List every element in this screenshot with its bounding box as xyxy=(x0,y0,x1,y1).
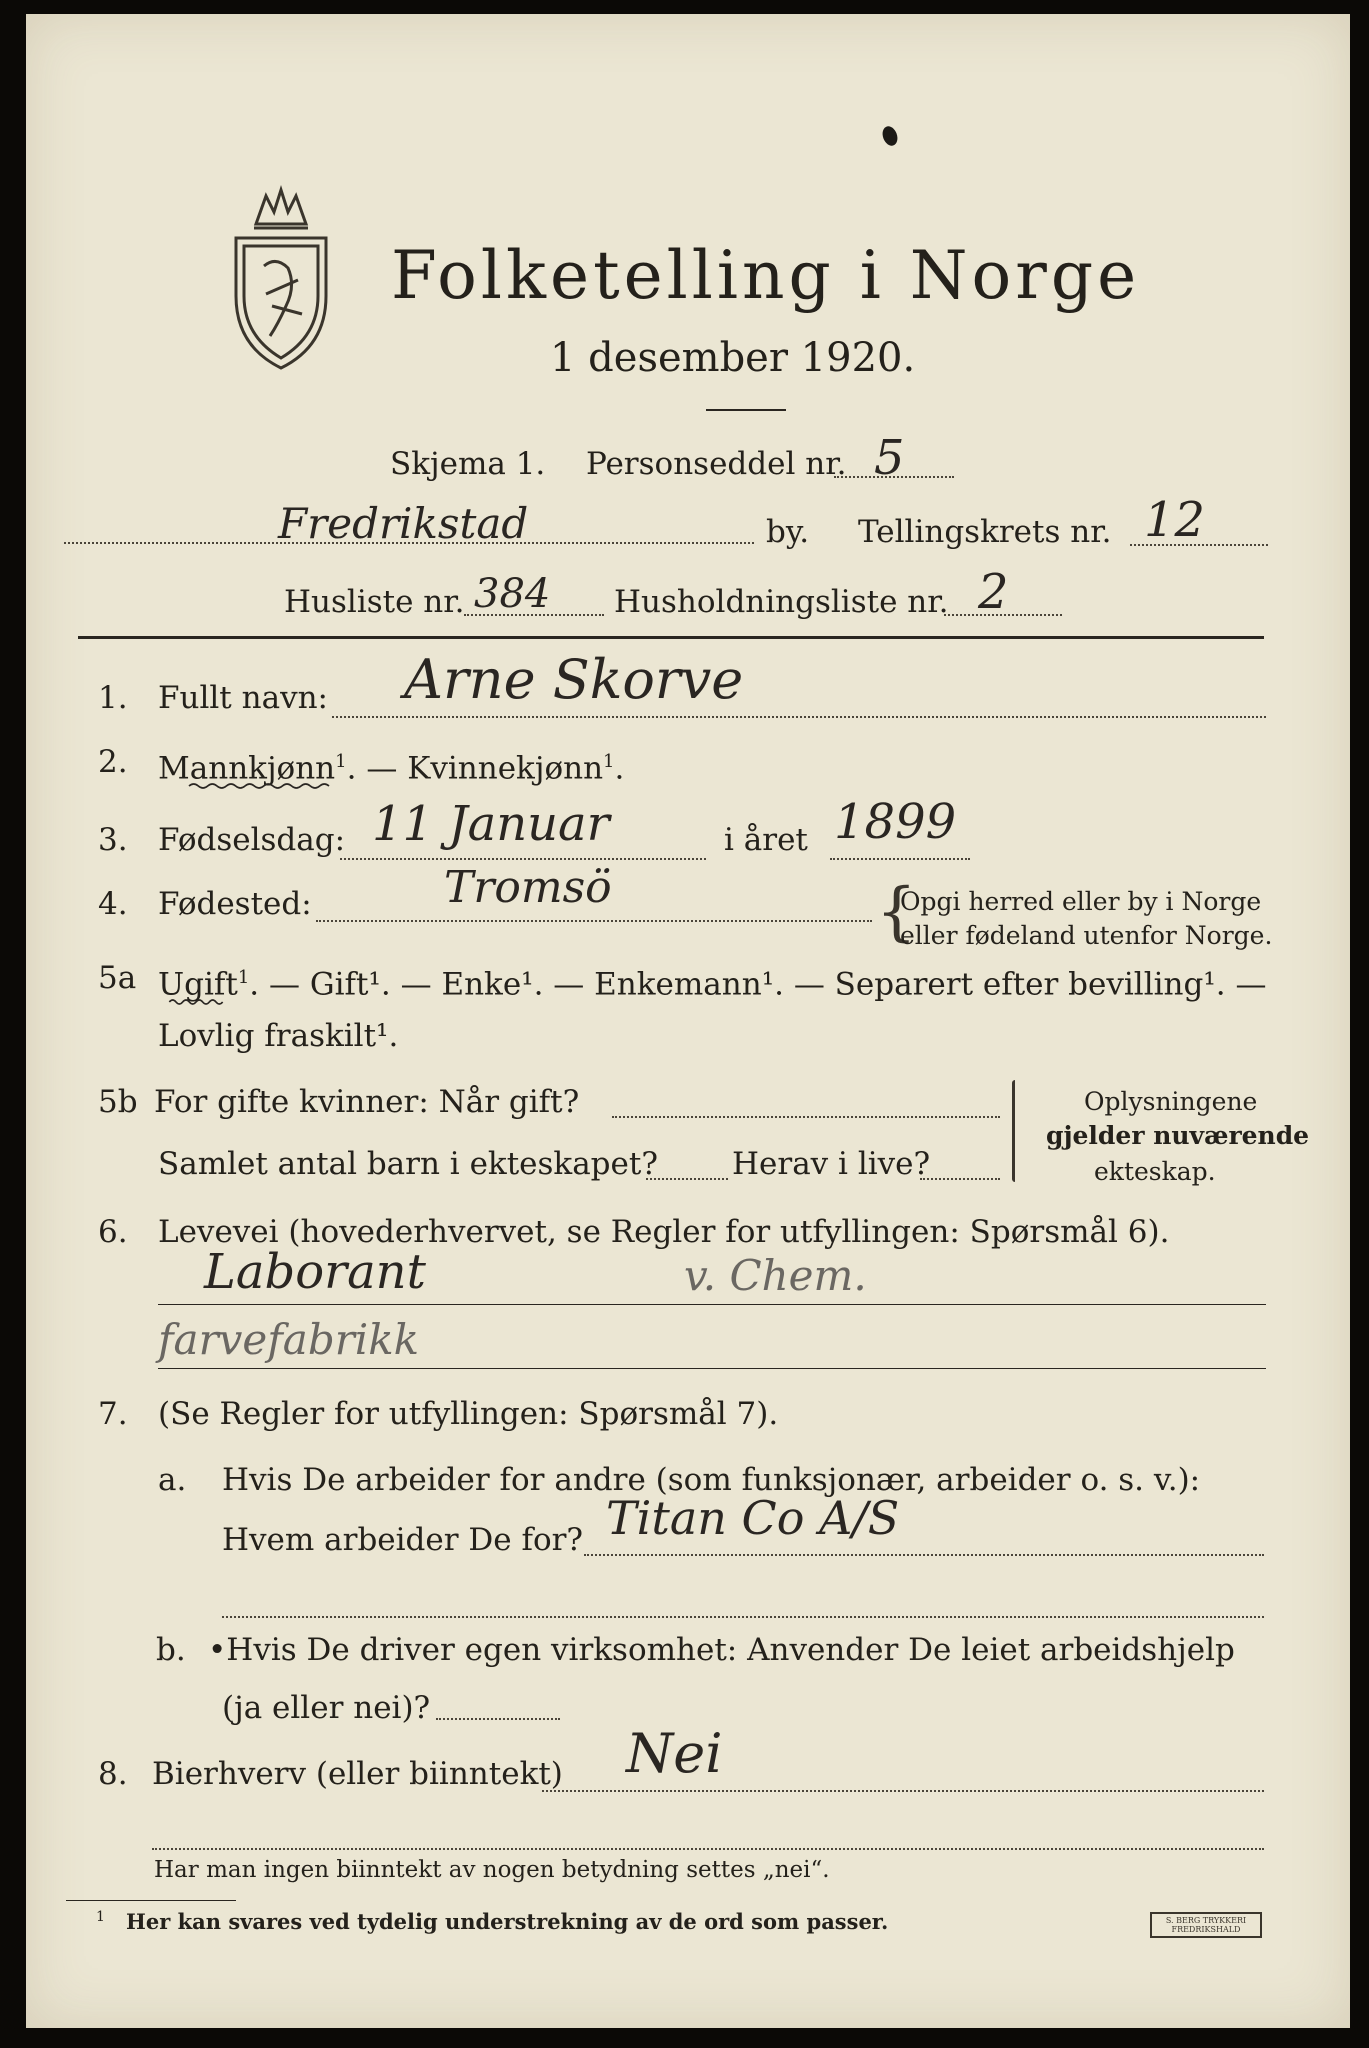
q5b-note1: Oplysningene xyxy=(1084,1087,1258,1116)
form-title: Folketelling i Norge xyxy=(391,237,1141,314)
side-income-value: Nei xyxy=(626,1722,723,1785)
q7b-letter: b. xyxy=(156,1632,186,1668)
q7a-label: Hvis De arbeider for andre (som funksjonær, arbeider o. s. v.): xyxy=(222,1462,1201,1498)
header-divider xyxy=(78,636,1264,639)
employer-value: Titan Co A/S xyxy=(606,1491,900,1545)
q2-options xyxy=(158,744,624,786)
by-label: by. xyxy=(766,514,810,550)
tellingskrets-label: Tellingskrets nr. xyxy=(858,514,1112,550)
q5a-other-options: . — Gift¹. — Enke¹. — Enkemann¹. — Separert efter bevilling¹. — xyxy=(249,966,1267,1003)
husholdning-value: 2 xyxy=(978,564,1009,620)
q5b-line1 xyxy=(612,1116,1000,1118)
coat-of-arms-icon xyxy=(226,176,336,376)
personseddel-label: Personseddel nr. xyxy=(586,446,847,482)
q4-label: Fødested: xyxy=(158,886,312,922)
husholdning-label: Husholdningsliste nr. xyxy=(614,584,949,620)
tellingskrets-value: 12 xyxy=(1144,492,1206,548)
q7-label: (Se Regler for utfyllingen: Spørsmål 7). xyxy=(158,1396,779,1432)
q5b-line2 xyxy=(646,1178,728,1180)
q2-dot: . xyxy=(346,750,357,787)
q3-label: Fødselsdag: xyxy=(158,822,346,858)
mannkjonn-underline xyxy=(154,782,364,790)
ugift-option: Ugift xyxy=(158,966,238,1003)
kvinnekjonn-option: Kvinnekjønn xyxy=(407,750,604,787)
city-value: Fredrikstad xyxy=(278,499,529,548)
q5b-label2: Samlet antal barn i ekteskapet? xyxy=(158,1146,658,1182)
q5b-label3: Herav i live? xyxy=(732,1146,931,1182)
q7b-label: •Hvis De driver egen virksomhet: Anvender De leiet arbeidshjelp xyxy=(208,1632,1235,1668)
skjema-label: Skjema 1. xyxy=(390,446,546,482)
q1-value: Arne Skorve xyxy=(404,648,744,711)
q5b-note3: ekteskap. xyxy=(1094,1157,1216,1186)
q6-label: Levevei (hovederhvervet, se Regler for utfyllingen: Spørsmål 6). xyxy=(158,1214,1170,1250)
q4-number: 4. xyxy=(98,886,128,922)
footnote-text: Her kan svares ved tydelig understrekning av de ord som passer. xyxy=(126,1909,889,1934)
census-date: 1 desember 1920. xyxy=(550,335,916,381)
q8-line xyxy=(542,1790,1264,1792)
birthday-value: 11 Januar xyxy=(372,796,610,852)
q7a-line2 xyxy=(222,1616,1264,1618)
q8-number: 8. xyxy=(98,1756,128,1792)
q4-note-line2: eller fødeland utenfor Norge. xyxy=(900,921,1273,950)
printer-stamp: S. BERG TRYKKERI FREDRIKSHALD xyxy=(1150,1912,1262,1938)
footnote-ref: 1 xyxy=(335,751,347,772)
q6-number: 6. xyxy=(98,1214,128,1250)
footnote-ref: 1 xyxy=(237,967,250,988)
q5a-number: 5a xyxy=(98,960,137,996)
ink-spot xyxy=(880,124,900,148)
q7b-label2: (ja eller nei)? xyxy=(222,1690,431,1726)
occupation-value-cont: v. Chem. xyxy=(684,1251,867,1300)
q5b-label1: For gifte kvinner: Når gift? xyxy=(154,1084,580,1120)
occupation-value-line2: farvefabrikk xyxy=(158,1315,420,1364)
title-divider xyxy=(706,409,786,411)
q4-note-line1: Opgi herred eller by i Norge xyxy=(900,887,1262,916)
husliste-label: Husliste nr. xyxy=(284,584,465,620)
q3-line xyxy=(340,858,706,860)
q7a-label2: Hvem arbeider De for? xyxy=(222,1522,584,1558)
q5b-line3 xyxy=(920,1178,1000,1180)
q8-line2 xyxy=(152,1848,1264,1850)
footer-note: Har man ingen biinntekt av nogen betydning settes „nei“. xyxy=(154,1857,830,1883)
q3-number: 3. xyxy=(98,822,128,858)
footnote-divider xyxy=(66,1900,236,1901)
q5a-options xyxy=(158,960,1266,1002)
q1-label: Fullt navn: xyxy=(158,680,328,716)
personseddel-value: 5 xyxy=(874,430,905,486)
q7b-line xyxy=(436,1718,560,1720)
birthplace-value: Tromsö xyxy=(444,862,612,913)
q3-year-label: i året xyxy=(724,822,808,858)
q6-line1 xyxy=(158,1304,1266,1305)
q7a-line1 xyxy=(584,1554,1264,1556)
q2-dash: — xyxy=(356,750,408,787)
q2-number: 2. xyxy=(98,744,128,780)
census-form-sheet xyxy=(26,14,1350,2028)
q5b-number: 5b xyxy=(98,1084,138,1120)
mannkjonn-option: Mannkjønn xyxy=(158,750,336,787)
q1-number: 1. xyxy=(98,680,128,716)
q5b-note2: gjelder nuværende xyxy=(1046,1121,1310,1150)
q5a-line2: Lovlig fraskilt¹. xyxy=(158,1018,399,1054)
q4-brace: { xyxy=(876,875,917,949)
q1-line xyxy=(332,716,1266,718)
occupation-value: Laborant xyxy=(204,1244,426,1300)
birth-year-value: 1899 xyxy=(834,794,957,850)
footnote-mark: 1 xyxy=(96,1909,105,1925)
q4-line xyxy=(316,920,872,922)
footnote-ref: 1 xyxy=(603,751,615,772)
q3-year-line xyxy=(830,858,970,860)
q6-line2 xyxy=(158,1368,1266,1369)
q2-dot: . xyxy=(614,750,625,787)
ugift-underline xyxy=(156,998,236,1006)
q7-number: 7. xyxy=(98,1396,128,1432)
q7a-letter: a. xyxy=(158,1462,187,1498)
q8-label: Bierhverv (eller biinntekt) xyxy=(152,1756,563,1792)
husliste-value: 384 xyxy=(474,571,551,617)
q5b-bracket xyxy=(1012,1080,1015,1182)
